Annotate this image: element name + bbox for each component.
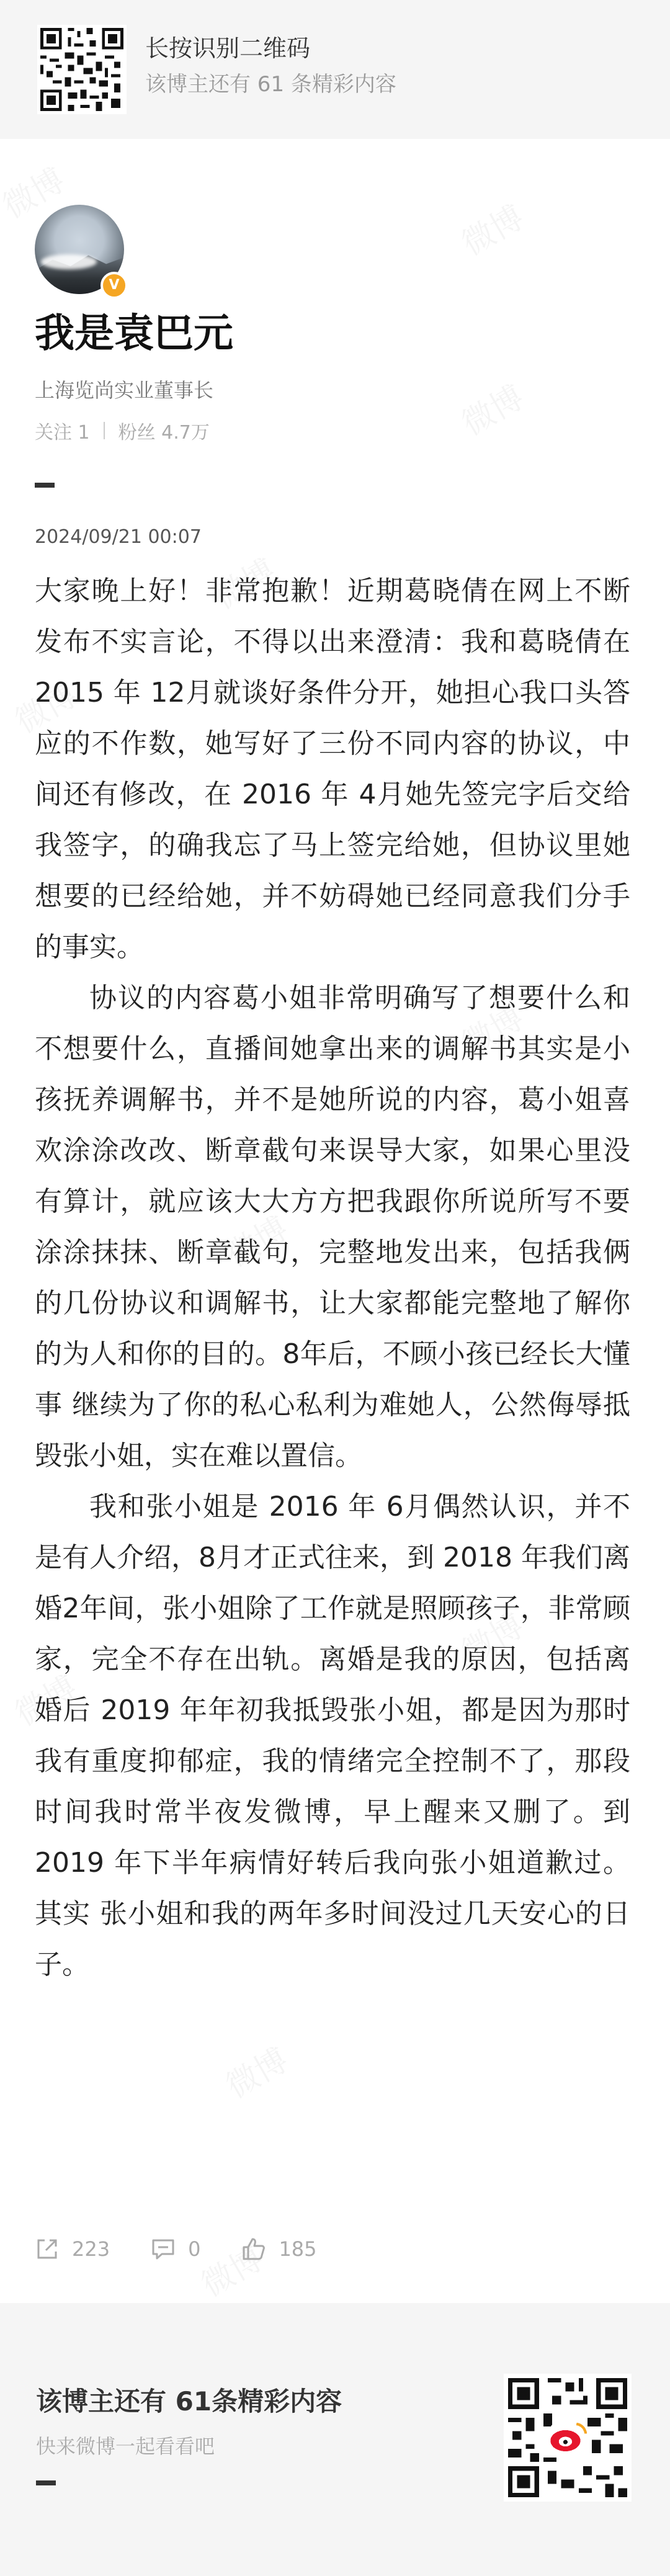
section-divider xyxy=(35,483,55,488)
post-date: 2024/09/21 00:07 xyxy=(35,526,202,548)
watermark xyxy=(452,372,531,444)
watermark xyxy=(216,2034,295,2107)
banner-title: 长按识别二维码 xyxy=(145,35,311,62)
section-divider xyxy=(36,2480,56,2485)
divider xyxy=(104,422,105,439)
like-button[interactable] xyxy=(241,2237,316,2261)
more-content-subtitle: 快来微博一起看看吧 xyxy=(36,2435,215,2458)
repost-count: 223 xyxy=(72,2237,110,2261)
banner-subtitle: 该博主还有 61 条精彩内容 xyxy=(145,72,396,97)
repost-icon xyxy=(35,2237,60,2261)
watermark xyxy=(452,192,531,264)
post-body xyxy=(35,566,630,1990)
followers-count[interactable]: 粉丝 4.7万 xyxy=(118,422,210,444)
post-paragraph: 我和张小姐是 2016 年 6月偶然认识，并不是有人介绍，8月才正式往来，到 2018 年我们离婚2年间，张小姐除了工作就是照顾孩子，非常顾家，完全不存在出轨。离婚是我的原因，包括离婚后 2019 年年初我抵毁张小姐，都是因为那时我有重度抑郁症，我的情绪完全控制不了，那段时间我时常半夜发微博，早上醒来又删了。到2019 年下半年病情好转后我向张小姐道歉过。其实 张小姐和我的两年多时间没过几天安心的日子。 xyxy=(35,1491,630,1980)
post-paragraph: 大家晚上好！非常抱歉！近期葛晓倩在网上不断发布不实言论，不得以出来澄清：我和葛晓倩在2015 年 12月就谈好条件分开，她担心我口头答应的不作数，她写好了三份不同内容的协议，中间还有修改，在 2016 年 4月她先签完字后交给我签字，的确我忘了马上签完给她，但协议里她想要的已经给她，并不妨碍她已经同意我们分手的事实。 xyxy=(35,575,630,963)
following-count[interactable]: 关注 1 xyxy=(35,422,90,444)
more-content-title: 该博主还有 61条精彩内容 xyxy=(36,2386,342,2417)
qr-code-icon[interactable] xyxy=(504,2374,632,2502)
thumbs-up-icon xyxy=(241,2237,266,2261)
repost-button[interactable] xyxy=(35,2237,110,2261)
action-bar xyxy=(35,2234,358,2265)
username[interactable]: 我是袁巴元 xyxy=(35,311,233,357)
comment-icon xyxy=(151,2237,176,2261)
comment-button[interactable] xyxy=(151,2237,200,2261)
post-paragraph: 协议的内容葛小姐非常明确写了想要什么和不想要什么，直播间她拿出来的调解书其实是小孩抚养调解书，并不是她所说的内容，葛小姐喜欢涂涂改改、断章截句来误导大家，如果心里没有算计，就应该大大方方把我跟你所说所写不要涂涂抹抹、断章截句，完整地发出来，包括我俩的几份协议和调解书，让大家都能完整地了解你的为人和你的目的。8年后，不顾小孩已经长大懂事 继续为了你的私心私利为难她人，公然侮辱抵毁张小姐，实在难以置信。 xyxy=(35,982,631,1472)
verified-badge-icon: V xyxy=(100,272,128,299)
follow-stats xyxy=(35,417,210,444)
qr-code-icon[interactable] xyxy=(37,25,127,114)
like-count: 185 xyxy=(279,2237,317,2261)
comment-count: 0 xyxy=(188,2237,201,2261)
user-bio: 上海览尚实业董事长 xyxy=(35,378,214,402)
